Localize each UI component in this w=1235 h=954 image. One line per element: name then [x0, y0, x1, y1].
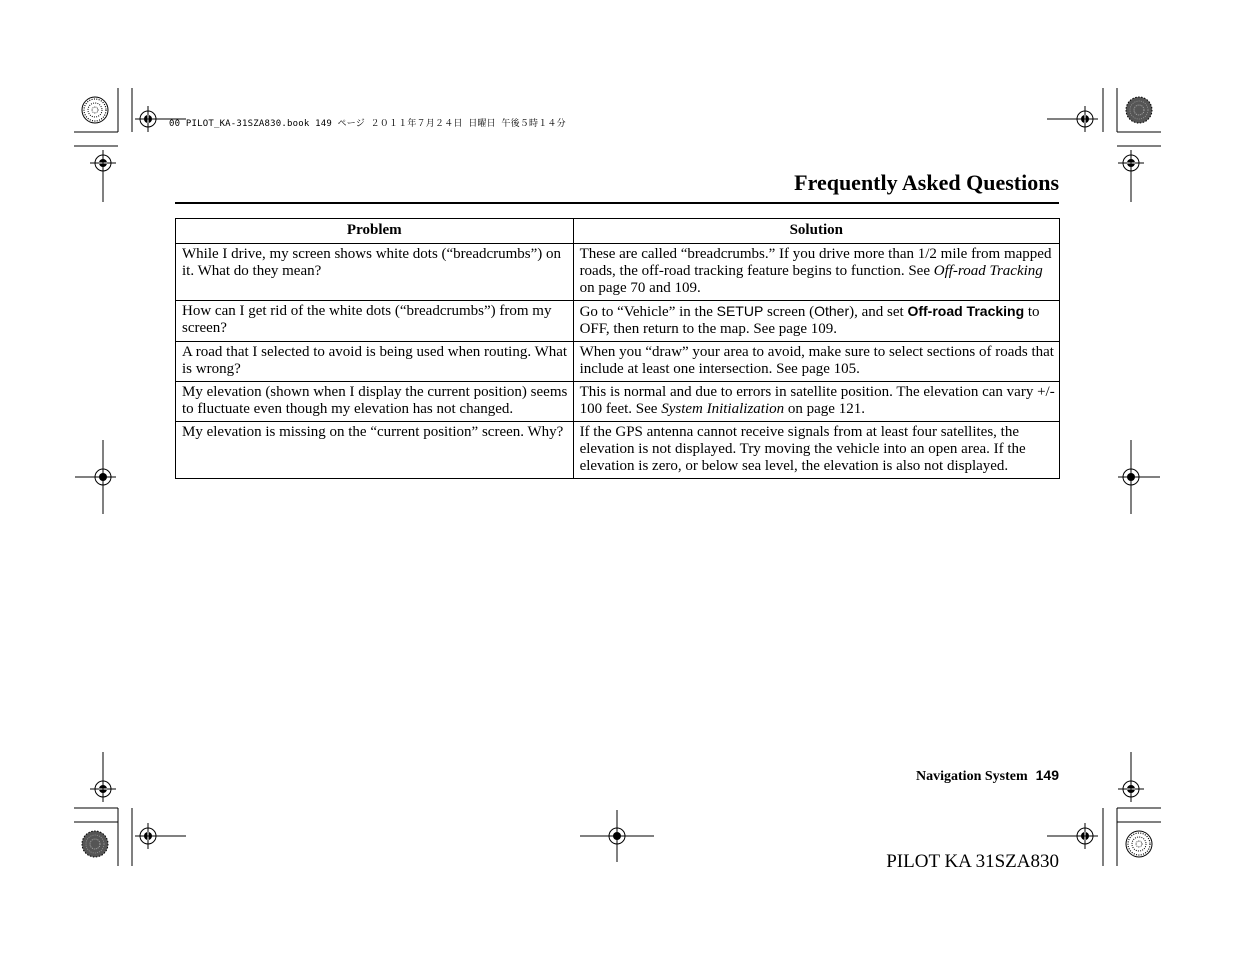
- table-row: [176, 301, 1060, 342]
- problem-cell: My elevation is missing on the “current position” screen. Why?: [176, 422, 574, 479]
- cross-reference: System Initialization: [661, 401, 785, 417]
- solution-text: ), and set: [849, 304, 908, 320]
- problem-cell: A road that I selected to avoid is being used when routing. What is wrong?: [176, 342, 574, 382]
- solution-text: on page 121.: [784, 401, 865, 417]
- table-row: [176, 422, 1060, 479]
- footer-section-title: Navigation System: [916, 769, 1028, 784]
- solution-cell: When you “draw” your area to avoid, make sure to select sections of roads that include at least one intersection. See page 105.: [573, 342, 1059, 382]
- column-header-problem: Problem: [176, 219, 574, 244]
- color-bar-target-icon: [1126, 97, 1152, 123]
- title-rule: [175, 202, 1059, 204]
- solution-text: Go to “Vehicle” in the: [579, 304, 717, 320]
- color-bar-target-icon: [1126, 831, 1152, 857]
- solution-cell: [573, 382, 1059, 422]
- solution-text: This is normal and due to errors in satellite position. The elevation can vary +/- 100 feet. See: [579, 384, 1055, 417]
- page-title: Frequently Asked Questions: [794, 170, 1059, 195]
- solution-text: to OFF, then return to the map. See page 109.: [579, 304, 1040, 337]
- table-row: [176, 244, 1060, 301]
- ui-term-off-road-tracking: Off-road Tracking: [907, 303, 1025, 319]
- page-footer: [916, 767, 1059, 785]
- solution-cell: [573, 301, 1059, 342]
- solution-text: These are called “breadcrumbs.” If you drive more than 1/2 mile from mapped roads, the off-road tracking feature begins to function. See: [579, 246, 1052, 279]
- table-row: [176, 342, 1060, 382]
- color-bar-target-icon: [82, 831, 108, 857]
- column-header-solution: Solution: [573, 219, 1059, 244]
- table-row: [176, 382, 1060, 422]
- color-bar-target-icon: [82, 97, 108, 123]
- problem-cell: How can I get rid of the white dots (“breadcrumbs”) from my screen?: [176, 301, 574, 342]
- model-code: PILOT KA 31SZA830: [886, 851, 1059, 872]
- problem-cell: While I drive, my screen shows white dots (“breadcrumbs”) on it. What do they mean?: [176, 244, 574, 301]
- table-header-row: [176, 219, 1060, 244]
- ui-term-setup: SETUP: [716, 303, 764, 319]
- faq-table: [175, 218, 1060, 479]
- page-number: 149: [1035, 767, 1059, 783]
- solution-cell: If the GPS antenna cannot receive signals from at least four satellites, the elevation is not displayed. Try moving the vehicle into an open area. If the elevation is zero, or below sea level, the elevation is also not displayed.: [573, 422, 1059, 479]
- solution-text: screen (: [763, 304, 815, 320]
- problem-cell: My elevation (shown when I display the current position) seems to fluctuate even though my elevation has not changed.: [176, 382, 574, 422]
- solution-cell: [573, 244, 1059, 301]
- printer-info-line: 00 PILOT_KA-31SZA830.book 149 ページ ２０１１年７月２４日 日曜日 午後５時１４分: [169, 119, 566, 129]
- cross-reference: Off-road Tracking: [933, 263, 1043, 279]
- ui-term-other: Other: [814, 303, 850, 319]
- solution-text: on page 70 and 109.: [579, 280, 701, 296]
